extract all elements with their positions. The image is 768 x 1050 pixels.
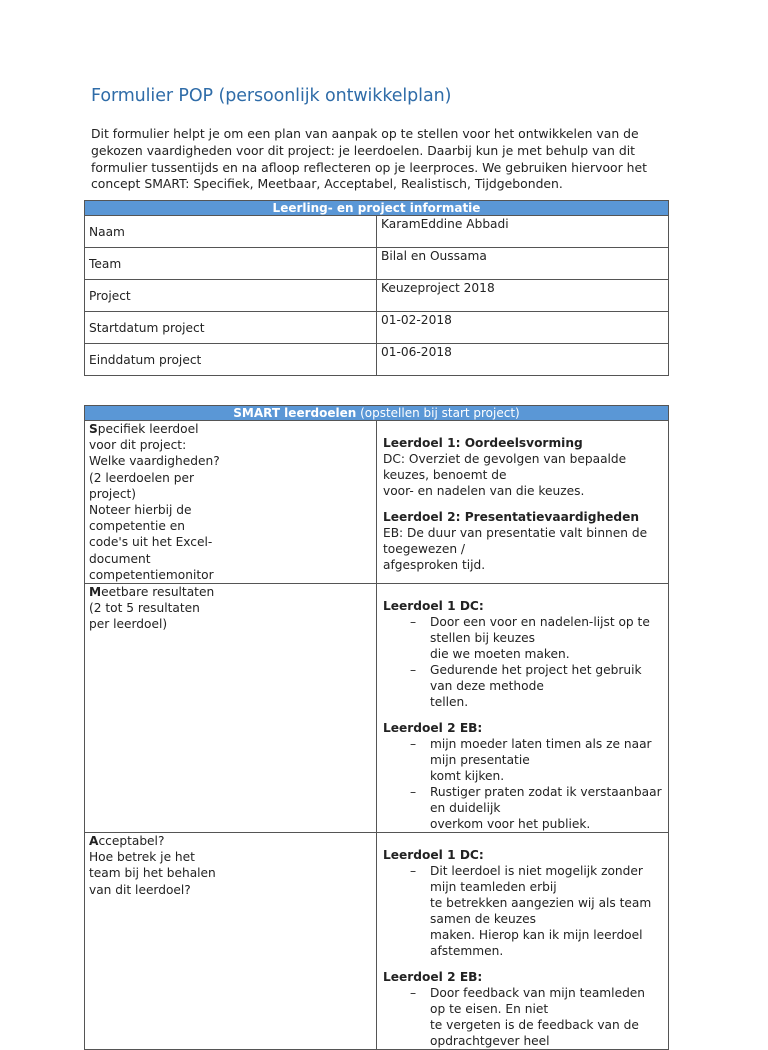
label-initial: S (89, 422, 98, 436)
smart-header-bold: SMART leerdoelen (233, 406, 357, 420)
acceptabel-label (85, 833, 377, 1050)
intro-line: gekozen vaardigheden voor dit project: je leerdoelen. Daarbij kun je met behulp van dit (91, 142, 635, 158)
table-row (85, 312, 669, 344)
label-initial: M (89, 585, 102, 600)
table-row (85, 280, 669, 312)
item-line: Gedurende het project het gebruik van deze methode (430, 663, 642, 694)
list-item (383, 863, 664, 959)
item-line: Dit leerdoel is niet mogelijk zonder mijn teamleden erbij (430, 864, 643, 895)
label-line: competentiemonitor (89, 567, 214, 582)
goal-title: Leerdoel 2 EB: (383, 970, 483, 985)
dash-bullet: – (410, 615, 417, 630)
row-value: 01-06-2018 (377, 344, 669, 376)
row-value: 01-02-2018 (377, 312, 669, 344)
list-item (383, 662, 664, 710)
goal-title: Leerdoel 1 DC: (383, 599, 484, 614)
smart-table-header (85, 406, 669, 421)
table-row (85, 344, 669, 376)
row-label: Naam (85, 216, 377, 248)
goal-title: Leerdoel 1: Oordeelsvorming (383, 436, 583, 450)
item-line: Door feedback van mijn teamleden op te eisen. En niet (430, 986, 646, 1017)
item-line: te vergeten is de feedback van de opdrachtgever heel (430, 1018, 639, 1049)
list-item (383, 614, 664, 662)
item-line: Rustiger praten zodat ik verstaanbaar en duidelijk (430, 785, 662, 816)
dash-bullet: – (410, 864, 417, 879)
item-line: Door een voor en nadelen-lijst op te stellen bij keuzes (430, 615, 650, 646)
table-row-specifiek (85, 421, 669, 584)
label-line: cceptabel? (98, 834, 165, 849)
meetbaar-content (377, 584, 669, 833)
item-line: mijn moeder laten timen als ze naar mijn presentatie (430, 737, 652, 768)
list-item (383, 784, 664, 832)
label-line: Noteer hierbij de (89, 503, 192, 518)
row-label: Einddatum project (85, 344, 377, 376)
list-item (383, 736, 664, 784)
label-line: Welke vaardigheden? (89, 454, 220, 469)
intro-paragraph (91, 126, 691, 193)
row-label: Startdatum project (85, 312, 377, 344)
label-line: van dit leerdoel? (89, 882, 191, 897)
table-row-meetbaar (85, 584, 669, 833)
goal-title: Leerdoel 2 EB: (383, 721, 483, 736)
info-table-header: Leerling- en project informatie (85, 201, 669, 216)
item-line: tellen. (430, 695, 469, 710)
label-line: competentie en (89, 519, 186, 534)
label-line: Hoe betrek je het (89, 850, 195, 865)
item-line: maken. Hierop kan ik mijn leerdoel afstemmen. (430, 928, 643, 959)
goal-line: EB: De duur van presentatie valt binnen de toegewezen / (383, 526, 648, 556)
intro-line: formulier tussentijds en na afloop reflecteren op je leerproces. We gebruiken hiervoor het (91, 159, 648, 175)
row-label: Team (85, 248, 377, 280)
item-line: overkom voor het publiek. (430, 817, 591, 832)
intro-line: concept SMART: Specifiek, Meetbaar, Acceptabel, Realistisch, Tijdgebonden. (91, 176, 563, 192)
item-line: te betrekken aangezien wij als team samen de keuzes (430, 896, 652, 927)
dash-bullet: – (410, 986, 417, 1001)
label-line: project) (89, 486, 137, 501)
goal-list (383, 736, 664, 832)
goal-list (383, 863, 664, 959)
row-value: Keuzeproject 2018 (377, 280, 669, 312)
table-row-acceptabel (85, 833, 669, 1050)
goal-list (383, 614, 664, 710)
row-value: Bilal en Oussama (377, 248, 669, 280)
acceptabel-content (377, 833, 669, 1050)
goal-line: afgesproken tijd. (383, 558, 486, 572)
intro-line: Dit formulier helpt je om een plan van aanpak op te stellen voor het ontwikkelen van de (91, 126, 639, 141)
table-row (85, 216, 669, 248)
dash-bullet: – (410, 737, 417, 752)
smart-header-rest: (opstellen bij start project) (356, 406, 520, 420)
meetbaar-label (85, 584, 377, 833)
label-line: team bij het behalen (89, 866, 216, 881)
label-line: (2 leerdoelen per (89, 470, 194, 485)
dash-bullet: – (410, 663, 417, 678)
goal-title: Leerdoel 1 DC: (383, 848, 484, 863)
item-line: die we moeten maken. (430, 647, 570, 662)
info-table (84, 200, 669, 376)
label-line: eetbare resultaten (101, 585, 215, 600)
list-item (383, 985, 664, 1049)
goal-line: DC: Overziet de gevolgen van bepaalde keuzes, benoemt de (383, 452, 627, 482)
label-line: (2 tot 5 resultaten (89, 601, 200, 616)
item-line: komt kijken. (430, 769, 505, 784)
label-line: pecifiek leerdoel (97, 422, 199, 436)
label-line: voor dit project: (89, 438, 187, 453)
dash-bullet: – (410, 785, 417, 800)
goal-list (383, 985, 664, 1049)
row-value: KaramEddine Abbadi (377, 216, 669, 248)
label-line: per leerdoel) (89, 617, 168, 632)
goal-title: Leerdoel 2: Presentatievaardigheden (383, 510, 640, 524)
goal-line: voor- en nadelen van die keuzes. (383, 484, 585, 498)
specifiek-label (85, 421, 377, 584)
row-label: Project (85, 280, 377, 312)
label-line: code's uit het Excel- (89, 535, 213, 550)
label-initial: A (89, 834, 99, 849)
specifiek-content (377, 421, 669, 584)
page-title: Formulier POP (persoonlijk ontwikkelplan) (91, 86, 452, 106)
table-row (85, 248, 669, 280)
label-line: document (89, 551, 151, 566)
smart-table (84, 405, 669, 1050)
